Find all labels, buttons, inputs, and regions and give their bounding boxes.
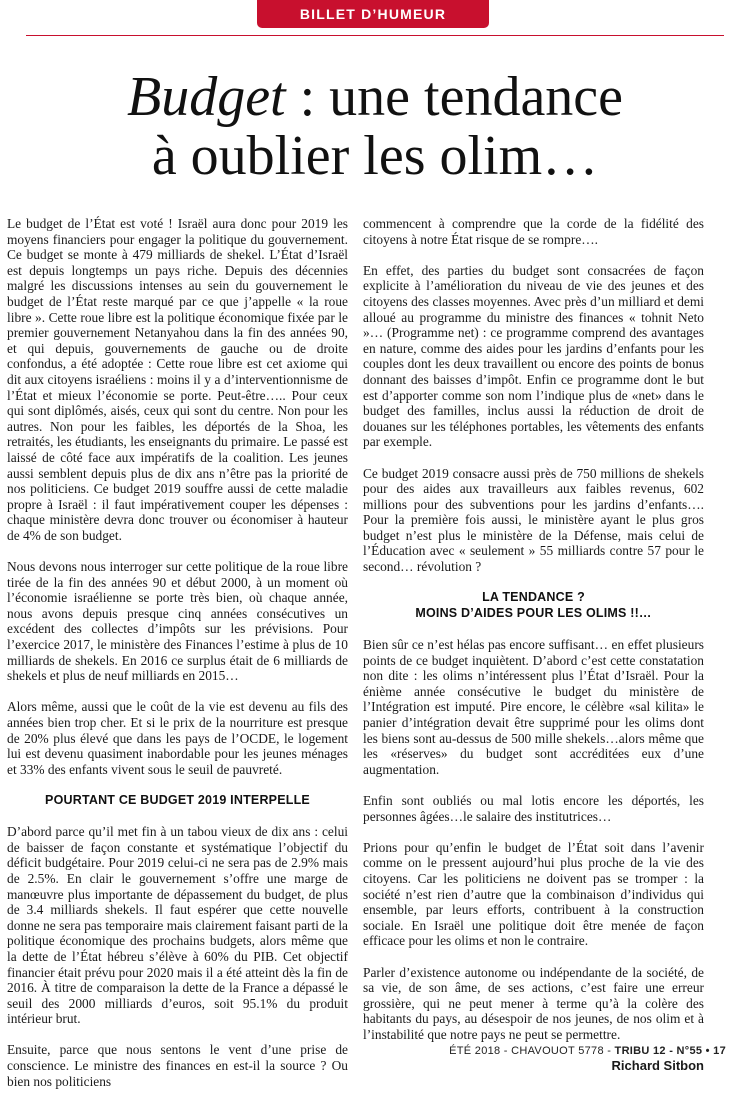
left-column <box>7 216 348 1105</box>
page-footer <box>449 1045 726 1057</box>
paragraph: Bien sûr ce n’est hélas pas encore suffisant… en effet plusieurs points de ce budget inquiètent. D’abord c’est cette constatation non dite : les olims n’intéressent plus l’État d’Israël. Pour la énième année consécutive le budget du ministère de l’Intégration est imputé. Pire encore, le célèbre «sal kilita» le panier d’intégration devait être supprimé pour les olims dont les biens sont au-dessus de 500 mille shekels…alors même que les «réserves» du budget sont accréditées eux d’une augmentation. <box>363 637 704 777</box>
paragraph: Ensuite, parce que nous sentons le vent d’une prise de conscience. Le ministre des finances en est-il la source ? Ou bien nos politiciens <box>7 1042 348 1089</box>
paragraph: Enfin sont oubliés ou mal lotis encore les déportés, les personnes âgées…le salaire des institutrices… <box>363 792 704 824</box>
section-rubric <box>257 0 489 28</box>
paragraph: D’abord parce qu’il met fin à un tabou vieux de dix ans : celui de baisser de façon constante et systématique l’objectif du déficit budgétaire. Pour 2019 celui-ci ne sera pas de 2.9% mais de 2.5%. En clair le gouvernement s’offre une marge de manœuvre plus importante de dépassement du budget, de plus de 3.4 milliards shekels. Il faut espérer que cette nouvelle donne ne sera pas temporaire mais clairement faisant parti de la politique économique des prochains budgets, alors même que la dette de l’État hébreu s’élève à 60% du PIB. Cet objectif financier était prévu pour 2020 mais il a été atteint dès la fin de 2016. À titre de comparaison la dette de la France a dépassé le seuil des 2000 milliards d’euros, soit 95.1% du produit intérieur brut. <box>7 824 348 1027</box>
paragraph: Parler d’existence autonome ou indépendante de la société, de sa vie, de son âme, de ses actions, c’est faire une erreur grossière, qui ne peut mener à terme qu’à la colère des habitants du pays, au désespoir de nos jeunes, de nos olim et à l’instabilité que notre pays ne peut se permettre. <box>363 964 704 1042</box>
right-column <box>363 216 704 1074</box>
subhead-line-2: MOINS D’AIDES POUR LES OLIMS !!… <box>415 605 652 620</box>
rubric-label: BILLET D’HUMEUR <box>299 6 447 22</box>
footer-magazine: TRIBU 12 - N°55 • 17 <box>614 1045 726 1057</box>
headline-line-1 <box>0 68 750 127</box>
paragraph: Ce budget 2019 consacre aussi près de 750 millions de shekels pour des aides aux travailleurs aux faibles revenus, 602 millions pour des subventions pour les jardins d’enfants…. Pour la première fois aussi, le ministère ayant le plus gros budget n’est plus le ministère de la Défense, mais celui de l’Éducation avec « seulement » 55 milliards contre 57 pour le second… révolution ? <box>363 465 704 575</box>
paragraph: Alors même, aussi que le coût de la vie est devenu au fils des années bien trop cher. Et si le prix de la nourriture est presque de 20% plus élevé que dans les pays de l’OCDE, le logement lui est devenu quasiment inabordable pour les jeunes ménages et 33% des enfants vivent sous le seuil de pauvreté. <box>7 699 348 777</box>
paragraph: commencent à comprendre que la corde de la fidélité des citoyens à notre État risque de se rompre…. <box>363 216 704 247</box>
footer-issue: ÉTÉ 2018 - CHAVOUOT 5778 - <box>449 1045 615 1057</box>
top-divider <box>26 35 724 36</box>
paragraph: Nous devons nous interroger sur cette politique de la roue libre tirée de la fin des années 90 et début 2000, à un moment où l’économie israélienne se porte très bien, où chaque année, nous avons depuis presque cinq années consécutives un excédent des collectes d’impôts sur les prévisions. Pour l’exercice 2017, le ministère des Finances l’estime à plus de 10 milliards de shekels. En 2016 ce surplus était de 6 milliards de shekels et plus de neuf milliards en 2015… <box>7 559 348 684</box>
paragraph: En effet, des parties du budget sont consacrées de façon explicite à l’amélioration du niveau de vie des jeunes et des citoyens des classes moyennes. Avec près d’un milliard et demi alloué au programme du ministre des finances « tohnit Neto »… (Programme net) : ce programme comprend des avantages en nature, comme des aides pour les jardins d’enfants pour les couples dont les deux travaillent ou encore des points de bonus donnant des baisses d’impôt. Enfin ce programme dont le but est d’apporter comme son nom l’indique plus de «net» dans le budget des familles, inclus aussi la réduction de droit de douanes sur les téléphones portables, les vêtements des enfants par exemple. <box>363 262 704 450</box>
headline-line-1-rest: : une tendance <box>285 66 624 128</box>
section-subhead <box>363 590 704 621</box>
headline-line-2: à oublier les olim… <box>151 125 599 187</box>
subhead-line-1: LA TENDANCE ? <box>482 590 585 605</box>
paragraph: Le budget de l’État est voté ! Israël aura donc pour 2019 les moyens financiers pour engager la politique du gouvernement. Ce budget se monte à 479 milliards de shekel. L’État d’Israël est depuis longtemps un pays riche. Depuis des décennies malgré les discussions intenses au sein du gouvernement le budget de l’État reste marqué par ce que j’appelle « la roue libre ». Cette roue libre est la politique économique fixée par le premier gouvernement Netanyahou dans la fin des années 90, et qui depuis, gouvernements de gauche ou de droite confondus, a été adoptée : Cette roue libre est cet axiome qui dit aux citoyens israéliens : moins il y a d’interventionnisme de l’État et mieux l’économie se porte. Peut-être….. Pour ceux qui sont diplômés, aisés, ceux qui sont du centre. Non pour les autres. Non pour les faibles, les déportés de la Shoa, les retraités, les étudiants, les enseignants du primaire. Le passé est laissé de côté face aux impératifs de la coalition. Les jeunes aussi semblent depuis plus de dix ans n’être pas la priorité de nos politiciens. Ce budget 2019 souffre aussi de cette maladie propre à Israël : il faut impérativement couper les dépenses : chaque ministère devra donc trouver ou économiser à hauteur de 4% de son budget. <box>7 216 348 543</box>
paragraph: Prions pour qu’enfin le budget de l’État soit dans l’avenir comme on le pressent aujourd’hui plus proche de la vie des citoyens. Car les politiciens ne doivent pas se tromper : la société n’est rien d’autre que la combinaison d’individus qui ensemble, par leurs efforts, contribuent à la construction sociale. En Israël une politique doit être menée de façon efficace pour les olims et non le contraire. <box>363 839 704 949</box>
author-signature: Richard Sitbon <box>611 1058 704 1074</box>
section-subhead: POURTANT CE BUDGET 2019 INTERPELLE <box>45 792 310 807</box>
article-headline <box>0 68 750 186</box>
headline-emphasis: Budget <box>126 66 286 128</box>
